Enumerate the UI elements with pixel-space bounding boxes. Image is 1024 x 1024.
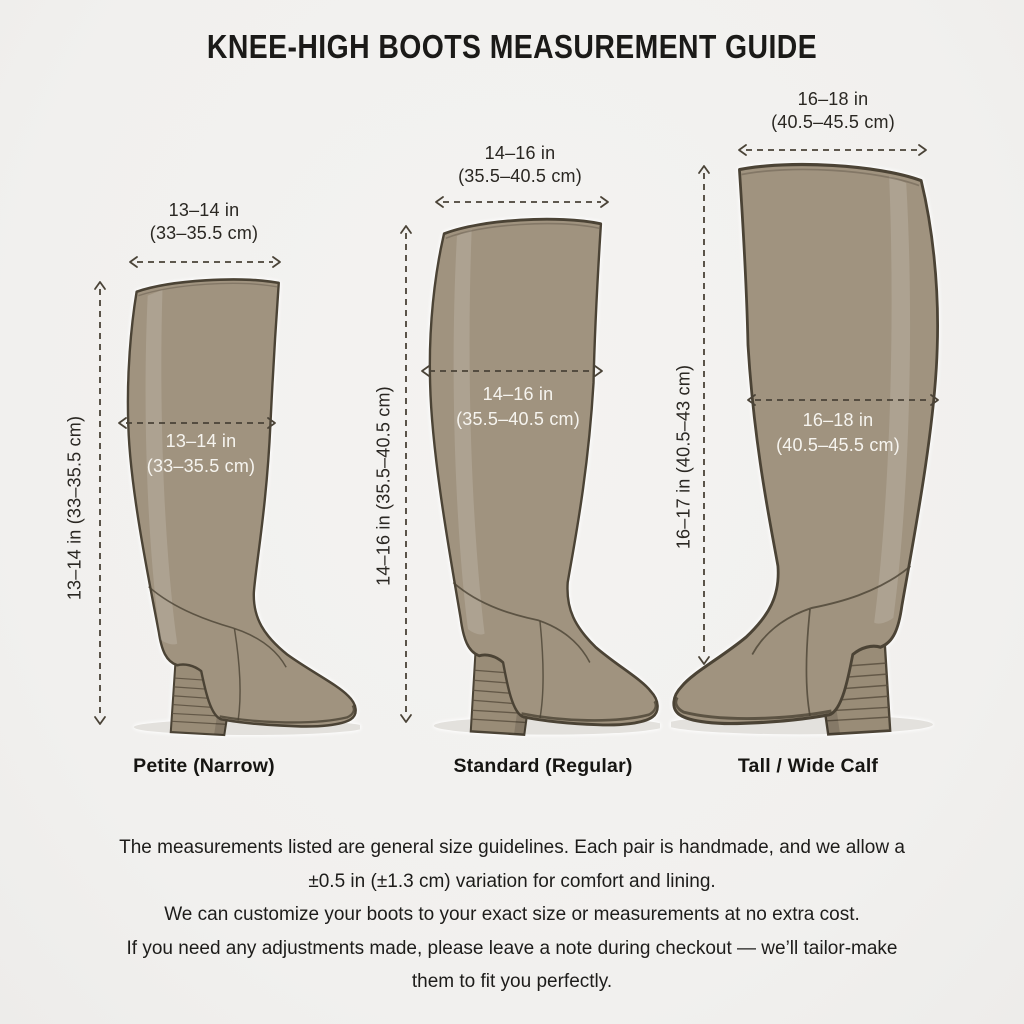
page-title: KNEE-HIGH BOOTS MEASUREMENT GUIDE <box>206 28 818 65</box>
standard-calf-width-arrow-icon <box>420 364 604 378</box>
footer-line: We can customize your boots to your exact size or measurements at no extra cost. <box>164 904 860 925</box>
tall-calf-width-arrow-icon <box>746 393 940 407</box>
standard-top-width-arrow-icon <box>434 195 610 209</box>
tall-top-width-arrow-icon <box>737 143 928 157</box>
petite-calf-width-arrow-icon <box>117 416 277 430</box>
tall-height-arrow-icon <box>697 164 711 666</box>
standard-calf-width-label <box>456 382 580 432</box>
petite-top-width-in: 13–14 in <box>168 200 240 220</box>
footer-note <box>0 831 1024 999</box>
tall-top-width-label <box>771 88 895 134</box>
standard-calf-width-in: 14–16 in <box>482 384 554 404</box>
petite-top-width-arrow-icon <box>128 255 282 269</box>
standard-height-arrow-icon <box>399 224 413 724</box>
boot-illustration-standard <box>420 216 660 738</box>
tall-calf-width-cm: (40.5–45.5 cm) <box>776 435 900 455</box>
tall-calf-width-label <box>776 408 900 458</box>
tall-calf-width-in: 16–18 in <box>802 410 874 430</box>
boot-illustration-petite <box>120 276 360 738</box>
standard-top-width-label <box>458 142 582 188</box>
footer-line: If you need any adjustments made, please leave a note during checkout — we’ll tailor-make <box>126 937 898 959</box>
petite-height-label: 13–14 in (33–35.5 cm) <box>64 415 85 601</box>
petite-top-width-label <box>150 199 258 245</box>
tall-name: Tall / Wide Calf <box>737 755 879 777</box>
footer-line: ±0.5 in (±1.3 cm) variation for comfort and lining. <box>308 870 716 892</box>
tall-top-width-cm: (40.5–45.5 cm) <box>771 112 895 132</box>
tall-height-label: 16–17 in (40.5–43 cm) <box>673 364 694 550</box>
petite-height-arrow-icon <box>93 280 107 726</box>
tall-top-width-in: 16–18 in <box>797 89 869 109</box>
petite-calf-width-in: 13–14 in <box>165 431 237 451</box>
standard-calf-width-cm: (35.5–40.5 cm) <box>456 409 580 429</box>
petite-calf-width-cm: (33–35.5 cm) <box>146 456 256 476</box>
petite-name: Petite (Narrow) <box>133 755 275 777</box>
petite-calf-width-label <box>147 429 255 479</box>
standard-top-width-in: 14–16 in <box>484 143 556 163</box>
footer-line: The measurements listed are general size guidelines. Each pair is handmade, and we allow a <box>119 837 905 858</box>
standard-top-width-cm: (35.5–40.5 cm) <box>458 166 582 186</box>
footer-line: them to fit you perfectly. <box>411 971 613 992</box>
petite-top-width-cm: (33–35.5 cm) <box>149 223 259 243</box>
standard-height-label: 14–16 in (35.5–40.5 cm) <box>373 386 394 586</box>
standard-name: Standard (Regular) <box>453 755 633 777</box>
